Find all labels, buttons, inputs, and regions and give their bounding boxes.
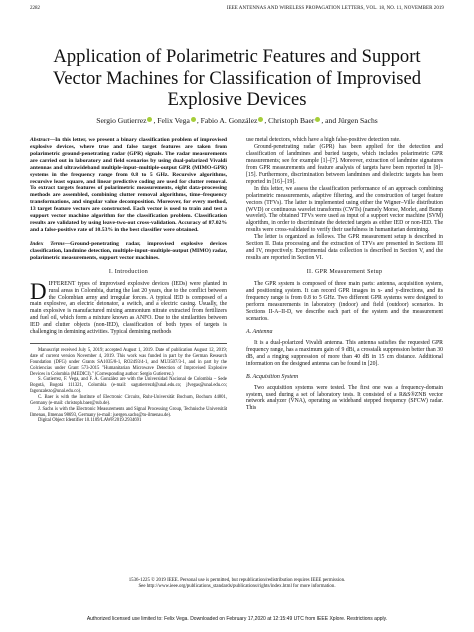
footnote-manuscript: Manuscript received July 5, 2019; accepted August 1, 2019. Date of publication August 12, 2019; date of current version November 4, 2019. This work was funded in part by the German Research Foundation (DFG) under Grants SA1035/8-1, RO2493/4-1, and MU3507/3-1, and in part by the Colciencias under Grant 573-2015 "Humanitarian Microwave Detection of Improvised Explosive Devices in Colombia (MEDICI)." (Corresponding author: Sergio Gutierrez.) <box>30 348 227 377</box>
orcid-icon[interactable] <box>258 117 263 122</box>
orcid-icon[interactable] <box>191 117 196 122</box>
acquisition-paragraph: Two acquisition systems were tested. The first one was a frequency-domain system, used during a set of laboratory tests. It consisted of a R&S®ZNB vector network analyzer (VNA), operating as wideband stepped frequency (SFCW) radar. This <box>246 384 443 412</box>
author-name: , Fabio A. González <box>196 116 258 125</box>
intro-paragraph <box>30 278 227 337</box>
abstract-label: Abstract <box>30 137 50 143</box>
running-header <box>30 6 444 16</box>
intro-paragraph-2: Ground-penetrating radar (GPR) has been applied for the detection and classification of landmines and buried targets, which includes polarimetric GPR measurements; see for example [1]–[7]. Moreover, extraction of landmine signatures from GPR measurements and feature analysis of targets have been reported in [8]–[15]. Furthermore, discrimination between landmines and dielectric targets has been reported in [16]–[19]. <box>246 143 443 185</box>
copyright-notice <box>90 578 384 590</box>
footnote-affiliation-3: J. Sachs is with the Electronic Measurements and Signal Processing Group, Technische Universität Ilmenau, Ilmenau 98693, Germany (e-mail: juergen.sachs@tu-ilmenau.de). <box>30 406 227 418</box>
footnote-divider <box>30 343 227 344</box>
footnote <box>30 348 227 424</box>
author-name: , and Jürgen Sachs <box>321 116 378 125</box>
abstract-text: —In this letter, we present a binary classification problem of improvised explosive devices, where true and false target features are taken from polarimetric ground-penetrating radar (GPR) signals. The radar measurements are carried out in laboratory and field scenarios by using dual-polarized Vivaldi antennas and ultrawideband multiple-input–multiple-output GPR (MIMO-GPR) systems in the frequency range from 0.8 to 5 GHz. Recursive algorithms, recursive least square, and linear predictive coding are used for clutter removal. To extract targets features of polarimetric measurements, eight data-processing methods are assembled, combining clutter removal algorithms, time–frequency transformations, and singular value decomposition. Moreover, for every method, 13 target feature vectors are constructed. Each vector is used to train and test a support vector machine algorithm for the classification problem. Classification results are validated by using leave-two-out cross-validation. Accuracy of 87.02% and a false-positive rate of 10.53% in the best classifier were obtained. <box>30 137 227 233</box>
doi: Digital Object Identifier 10.1109/LAWP.2019.2934691 <box>38 418 142 424</box>
intro-paragraph-3: In this letter, we assess the classification performance of an approach combining polarimetric measurements, adaptive filtering, and the construction of target feature vectors (TFVs). The latter is implemented using either the Wigner–Ville distribution (WVD) or continuous wavelet transforms (CWTs) (namely Morse, Morlet, and Bump wavelet). The obtained TFVs were used as input of a support vector machine (SVM) algorithm, in order to discriminate the detected targets as either IED or non-IED. The results were cross-validated to verify their usefulness in humanitarian demining. <box>246 185 443 234</box>
abstract <box>30 137 227 234</box>
author-name: Sergio Gutierrez <box>96 116 147 125</box>
page-number: 2282 <box>30 6 40 11</box>
section-heading-gpr-setup: II. GPR Measurement Setup <box>306 269 383 276</box>
footnote-affiliation-1: S. Gutierrez, F. Vega, and F. A. González are with the Universidad Nacional de Colombia – Sede Bogotá, Bogotá 111321, Colombia (e-mail: sagutierrezd@unal.edu.co; jfvegas@unal.edu.co; fagonzalezo@unal.edu.co). <box>30 377 227 395</box>
author-list <box>30 116 444 126</box>
setup-paragraph: The GPR system is composed of three main parts: antenna, acquisition system, and positioning system. It can record GPR images in x- and y-directions, and its frequency range is from 0.8 to 5 GHz. Two different GPR systems were designed to perform measurements in laboratory (indoor) and field (outdoor) scenarios. In Sections II-A–II-D, we describe each part of the system and the measurement scenarios. <box>246 281 443 322</box>
section-heading-introduction: I. Introduction <box>108 268 149 275</box>
index-terms-label: Index Terms <box>30 240 65 247</box>
copyright-line-1: 1536-1225 © 2019 IEEE. Personal use is permitted, but republication/redistribution requires IEEE permission. <box>128 578 346 583</box>
intro-paragraph-4: The letter is organized as follows. The GPR measurement setup is described in Section II. Data processing and the extraction of TFVs are presented in Sections III and IV, respectively. Experimental data collection is described in Section V, and the results are reported in Section VI. <box>246 234 443 262</box>
orcid-icon[interactable] <box>147 117 152 122</box>
subsection-heading-antenna: A. Antenna <box>246 328 273 335</box>
copyright-line-2: See http://www.ieee.org/publications_standards/publications/rights/index.html for more information. <box>138 584 336 590</box>
author-name: , Christoph Baer <box>264 116 315 125</box>
orcid-icon[interactable] <box>315 117 320 122</box>
index-terms <box>30 241 227 262</box>
authorized-use-banner: Authorized licensed use limited to: Felix Vega. Downloaded on February 17,2020 at 12:15:49 UTC from IEEE Xplore. Restrictions apply. <box>86 616 388 622</box>
drop-cap: D <box>30 278 47 304</box>
intro-text: IFFERENT types of improvised explosive devices (IEDs) were planted in rural areas in Colombia, during the last 20 years, due to the conflict between the Colombian army and irregular forces. A typical IED is composed of a main explosive, an electric detonator, a switch, and a electric casing. Usually, the main explosive is manufactured mixing ammonium nitrate extracted from fertilizers and fuel oil, which form a mixture known as ANFO. Due to the similarities between IED and clutter objects (non-IED), classification of both types of targets is challenging in demining activities. Typical demining methods <box>30 280 227 336</box>
antenna-paragraph: It is a dual-polarized Vivaldi antenna. This antenna satisfies the requested GPR frequency range, has a maximum gain of 9 dBi, a crosstalk suppression better than 30 dB, and a ringing suppression of more than 40 dB in 15 cm distance. Additional information on the designed antenna can be found in [20]. <box>246 339 443 367</box>
author-name: , Felix Vega <box>153 116 190 125</box>
left-column <box>30 137 227 424</box>
subsection-heading-acquisition: B. Acquisition System <box>246 373 299 380</box>
index-terms-text: —Ground-penetrating radar, improvised explosive devices classification, landmine detection, multiple-input–multiple-output (MIMO) radar, polarimetric measurements, support vector machines. <box>30 240 227 261</box>
journal-name: IEEE ANTENNAS AND WIRELESS PROPAGATION LETTERS, VOL. 18, NO. 11, NOVEMBER 2019 <box>226 6 444 11</box>
footnote-affiliation-2: C. Baer is with the Institute of Electronic Circuits, Ruhr-Universität Bochum, Bochum 44801, Germany (e-mail: christoph.baer@rub.de). <box>30 395 227 406</box>
right-column <box>246 137 443 412</box>
intro-continued: use metal detectors, which have a high false-positive detection rate. <box>246 137 401 143</box>
paper-title: Application of Polarimetric Features and Support Vector Machines for Classification of Improvised Explosive Devices <box>52 46 422 110</box>
